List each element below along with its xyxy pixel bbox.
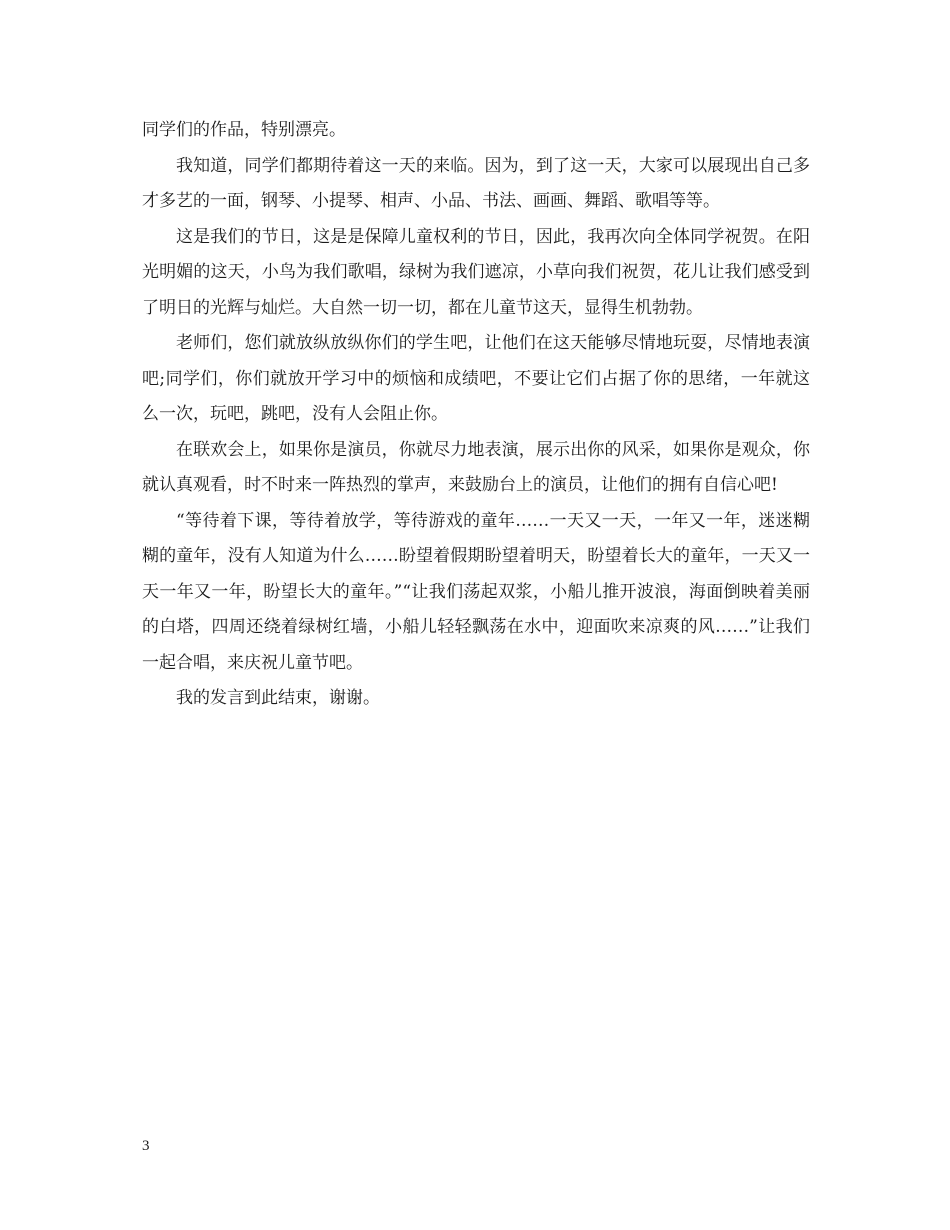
- paragraph-6: “等待着下课，等待着放学，等待游戏的童年……一天又一天，一年又一年，迷迷糊糊的童年，没有人知道为什么……盼望着假期盼望着明天，盼望着长大的童年，一天又一天一年又一年，盼望长大的童年。”“让我们荡起双浆，小船儿推开波浪，海面倒映着美丽的白塔，四周还绕着绿树红墙，小船儿轻轻飘荡在水中，迎面吹来凉爽的风……”让我们一起合唱，来庆祝儿童节吧。: [142, 510, 810, 673]
- paragraph-5: 在联欢会上，如果你是演员，你就尽力地表演，展示出你的风采，如果你是观众，你就认真观看，时不时来一阵热烈的掌声，来鼓励台上的演员，让他们的拥有自信心吧!: [142, 439, 810, 495]
- paragraph-4: 老师们，您们就放纵放纵你们的学生吧，让他们在这天能够尽情地玩耍，尽情地表演吧;同学们，你们就放开学习中的烦恼和成绩吧，不要让它们占据了你的思绪，一年就这么一次，玩吧，跳吧，没有人会阻止你。: [142, 333, 810, 424]
- page-number: 3: [142, 1138, 150, 1154]
- paragraph-7: 我的发言到此结束，谢谢。: [176, 688, 380, 708]
- paragraph-2: 我知道，同学们都期待着这一天的来临。因为，到了这一天，大家可以展现出自己多才多艺的一面，钢琴、小提琴、相声、小品、书法、画画、舞蹈、歌唱等等。: [142, 155, 810, 211]
- paragraph-3: 这是我们的节日，这是是保障儿童权利的节日，因此，我再次向全体同学祝贺。在阳光明媚的这天，小鸟为我们歌唱，绿树为我们遮凉，小草向我们祝贺，花儿让我们感受到了明日的光辉与灿烂。大自然一切一切，都在儿童节这天，显得生机勃勃。: [142, 226, 810, 318]
- paragraph-1: 同学们的作品，特别漂亮。: [142, 120, 346, 140]
- document-body: [142, 113, 810, 717]
